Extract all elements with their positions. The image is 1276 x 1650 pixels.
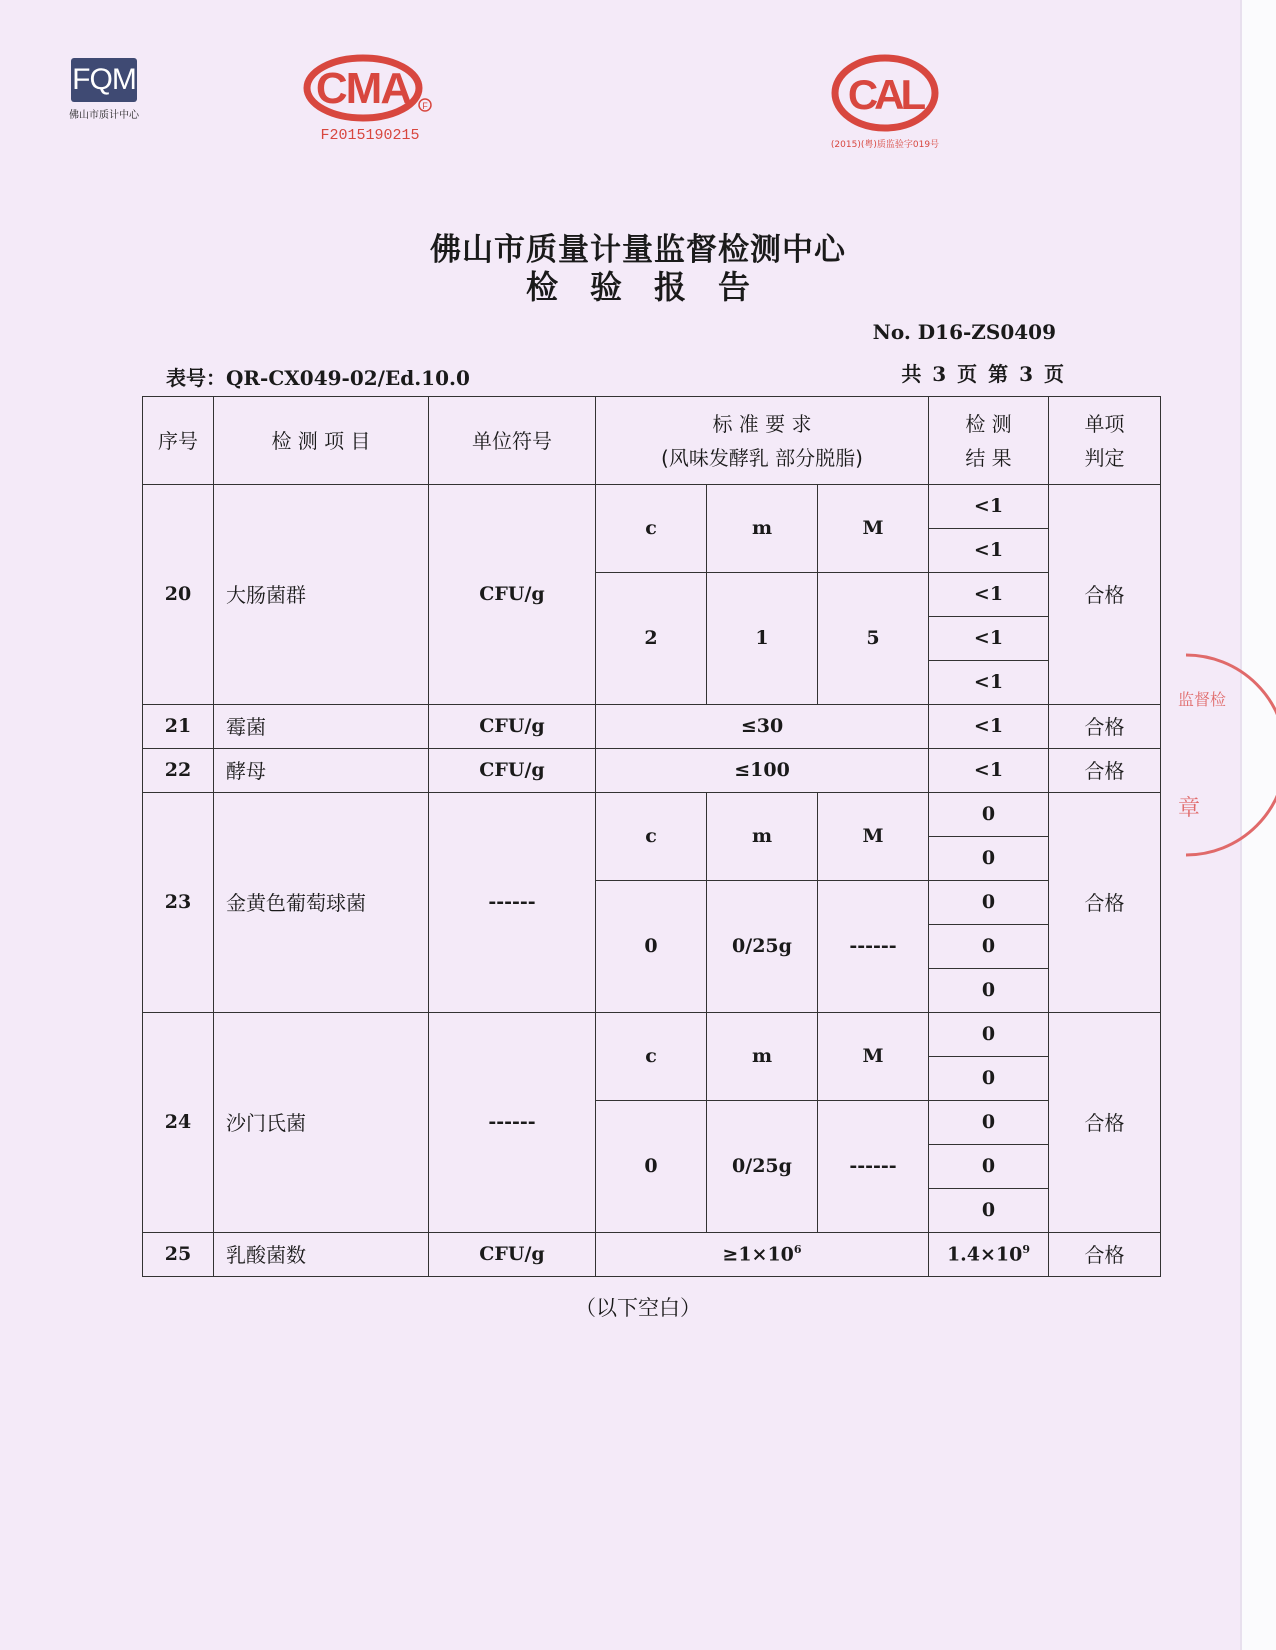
row-item: 酵母 (214, 749, 429, 793)
header-unit: 单位符号 (429, 397, 596, 485)
page-indicator: 共 3 页 第 3 页 (901, 362, 1064, 386)
svg-text:F: F (422, 101, 428, 111)
row-standard: ≤30 (596, 705, 929, 749)
table-row (143, 485, 1161, 529)
result-value: 0 (929, 969, 1049, 1013)
row-standard (596, 1233, 929, 1277)
result-value: 0 (929, 1013, 1049, 1057)
header-result-line1: 检 测 (965, 411, 1012, 436)
result-value: 0 (929, 1057, 1049, 1101)
result-value: <1 (929, 661, 1049, 705)
result-exponent: 9 (1022, 1242, 1031, 1256)
row-seq: 23 (143, 793, 214, 1013)
standard-base: ≥1×10 (722, 1243, 794, 1266)
plan-label-M: M (818, 793, 929, 881)
result-value: 0 (929, 1189, 1049, 1233)
row-item: 金黄色葡萄球菌 (214, 793, 429, 1013)
header-standard-line1: 标 准 要 求 (712, 411, 812, 436)
table-row (143, 1013, 1161, 1057)
row-item: 乳酸菌数 (214, 1233, 429, 1277)
row-seq: 21 (143, 705, 214, 749)
result-value: <1 (929, 705, 1049, 749)
svg-text:CMA: CMA (315, 64, 411, 113)
fqm-logo (62, 58, 146, 121)
plan-label-c: c (596, 793, 707, 881)
result-value: 0 (929, 793, 1049, 837)
cal-code: (2015)(粤)质监验字019号 (830, 140, 940, 150)
row-verdict: 合格 (1049, 1233, 1161, 1277)
plan-label-m: m (707, 793, 818, 881)
row-verdict: 合格 (1049, 793, 1161, 1013)
stamp-char: 章 (1178, 796, 1201, 821)
plan-label-c: c (596, 1013, 707, 1101)
plan-value-c: 0 (596, 1101, 707, 1233)
row-verdict: 合格 (1049, 705, 1161, 749)
plan-value-c: 2 (596, 573, 707, 705)
blank-below-note: （以下空白） (575, 1296, 701, 1320)
row-verdict: 合格 (1049, 1013, 1161, 1233)
row-seq: 25 (143, 1233, 214, 1277)
svg-text:CAL: CAL (847, 71, 923, 118)
result-value: 0 (929, 837, 1049, 881)
row-verdict: 合格 (1049, 749, 1161, 793)
form-number: 表号：QR-CX049-02/Ed.10.0 (166, 366, 470, 390)
plan-value-M: ------ (818, 881, 929, 1013)
result-value: 0 (929, 1101, 1049, 1145)
report-title: 检验报告 (525, 268, 782, 306)
result-value: <1 (929, 573, 1049, 617)
header-result (929, 397, 1049, 485)
fqm-caption: 佛山市质计中心 (69, 110, 139, 121)
table-row (143, 749, 1161, 793)
row-unit: CFU/g (429, 705, 596, 749)
header-seq: 序号 (143, 397, 214, 485)
header-item: 检 测 项 目 (214, 397, 429, 485)
row-item: 大肠菌群 (214, 485, 429, 705)
stamp-text: 监督检 (1178, 690, 1227, 709)
report-number: No. D16-ZS0409 (872, 320, 1056, 344)
table-row (143, 705, 1161, 749)
result-base: 1.4×10 (946, 1243, 1023, 1266)
cma-code: F2015190215 (320, 127, 420, 144)
row-item: 霉菌 (214, 705, 429, 749)
row-unit: CFU/g (429, 1233, 596, 1277)
row-unit: CFU/g (429, 485, 596, 705)
result-value: 0 (929, 925, 1049, 969)
result-value: <1 (929, 749, 1049, 793)
header-standard (596, 397, 929, 485)
header-row (143, 397, 1161, 485)
row-unit: ------ (429, 793, 596, 1013)
result-value: <1 (929, 617, 1049, 661)
cma-logo (300, 55, 440, 144)
center-name: 佛山市质量计量监督检测中心 (430, 232, 846, 268)
plan-value-c: 0 (596, 881, 707, 1013)
row-verdict: 合格 (1049, 485, 1161, 705)
row-seq: 22 (143, 749, 214, 793)
row-unit: CFU/g (429, 749, 596, 793)
plan-value-m: 1 (707, 573, 818, 705)
plan-label-m: m (707, 1013, 818, 1101)
cma-seal-icon (305, 55, 435, 121)
standard-exponent: 6 (793, 1242, 802, 1256)
table-row (143, 1233, 1161, 1277)
seal-stamp-icon (1178, 655, 1227, 855)
plan-label-M: M (818, 485, 929, 573)
plan-value-M: ------ (818, 1101, 929, 1233)
row-standard: ≤100 (596, 749, 929, 793)
plan-label-c: c (596, 485, 707, 573)
plan-value-m: 0/25g (707, 1101, 818, 1233)
result-value: <1 (929, 485, 1049, 529)
header-verdict-line1: 单项 (1084, 411, 1125, 436)
result-value (929, 1233, 1049, 1277)
plan-value-M: 5 (818, 573, 929, 705)
row-seq: 20 (143, 485, 214, 705)
results-table (142, 396, 1161, 1277)
fqm-mark: FQM (71, 58, 137, 102)
result-value: 0 (929, 881, 1049, 925)
row-seq: 24 (143, 1013, 214, 1233)
header-verdict-line2: 判定 (1084, 445, 1125, 470)
plan-value-m: 0/25g (707, 881, 818, 1013)
table-row (143, 793, 1161, 837)
row-item: 沙门氏菌 (214, 1013, 429, 1233)
header-result-line2: 结 果 (965, 445, 1012, 470)
cal-seal-icon (830, 55, 940, 131)
header-standard-line2: (风味发酵乳 部分脱脂) (661, 445, 863, 470)
cal-logo (810, 55, 960, 150)
result-value: 0 (929, 1145, 1049, 1189)
plan-label-M: M (818, 1013, 929, 1101)
row-unit: ------ (429, 1013, 596, 1233)
result-value: <1 (929, 529, 1049, 573)
plan-label-m: m (707, 485, 818, 573)
header-verdict (1049, 397, 1161, 485)
